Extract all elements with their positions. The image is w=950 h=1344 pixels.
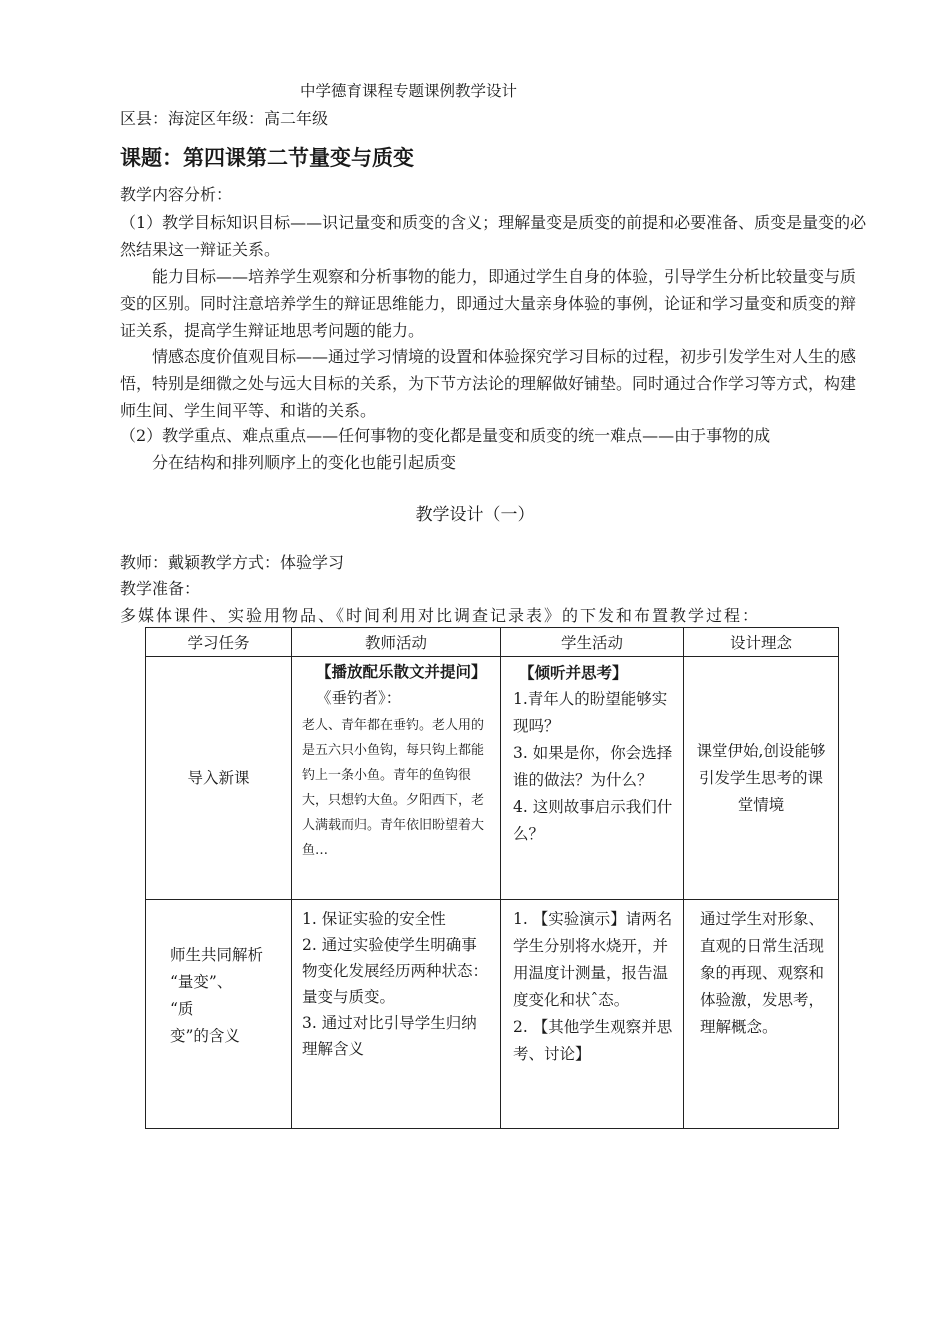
poem-title: 《垂钓者》：	[316, 689, 402, 707]
lesson-title: 课题：第四课第二节量变与质变	[120, 146, 414, 170]
teacher-activity-cell	[292, 900, 501, 1129]
task-text: 师生共同解析	[170, 946, 264, 964]
header-student-activity: 学生活动	[501, 628, 684, 657]
teacher-activity-cell	[292, 657, 501, 900]
analysis-heading: 教学内容分析：	[120, 185, 233, 204]
design-idea-cell: 通过学生对形象、直观的日常生活现象的再现、观察和体验激，发思考，理解概念。	[684, 900, 839, 1129]
story-text: 老人、青年都在垂钓。老人用的是五六只小鱼钩，每只钩上都能钓上一条小鱼。青年的鱼钩很大，只想钓大鱼。夕阳西下，老人满载而归。青年依旧盼望着大鱼…	[302, 718, 485, 858]
teacher-activity-title: 【播放配乐散文并提问】	[316, 662, 487, 681]
goal-emotion: 情感态度价值观目标——通过学习情境的设置和体验探究学习目标的过程，初步引发学生对人生的感悟，特别是细微之处与远大目标的关系，为下节方法论的理解做好铺垫。同时通过合作学习等方式，构建师生间、学生间平等、和谐的关系。	[120, 347, 857, 420]
student-item: 1. 【实验演示】请两名学生分别将水烧开，并用温度计测量，报告温度变化和状ˆ态。	[513, 910, 673, 1009]
section-title: 教学设计（一）	[415, 505, 535, 525]
document-header-title: 中学德育课程专题课例教学设计	[300, 82, 518, 100]
student-item: 2. 【其他学生观察并思考、讨论】	[513, 1018, 673, 1063]
header-design-idea: 设计理念	[684, 628, 839, 657]
key-points-line-1: （2）教学重点、难点重点——任何事物的变化都是量变和质变的统一难点——由于事物的成	[120, 426, 771, 445]
student-activity-cell	[501, 657, 684, 900]
table-row	[146, 900, 839, 1129]
task-cell	[146, 900, 292, 1129]
student-activity-cell	[501, 900, 684, 1129]
task-cell: 导入新课	[146, 657, 292, 900]
table-header-row	[146, 628, 839, 657]
student-question: 3. 如果是你，你会选择谁的做法？为什么？	[513, 744, 673, 789]
lesson-plan-table	[145, 627, 839, 1129]
task-text: “质	[170, 1000, 194, 1018]
goal-knowledge: （1）教学目标知识目标——识记量变和质变的含义；理解量变是质变的前提和必要准备、质变是量变的必然结果这一辩证关系。	[120, 213, 867, 259]
prep-line: 多媒体课件、实验用物品、《时间利用对比调查记录表》的下发和布置教学过程：	[120, 606, 761, 625]
student-question: 1.青年人的盼望能够实现吗？	[513, 690, 668, 735]
header-task: 学习任务	[146, 628, 292, 657]
design-idea-cell: 课堂伊始,创设能够引发学生思考的课堂情境	[684, 657, 839, 900]
table-row	[146, 657, 839, 900]
goal-ability: 能力目标——培养学生观察和分析事物的能力，即通过学生自身的体验，引导学生分析比较量变与质变的区别。同时注意培养学生的辩证思维能力，即通过大量亲身体验的事例，论证和学习量变和质变的辩证关系，提高学生辩证地思考问题的能力。	[120, 267, 857, 340]
student-question: 4. 这则故事启示我们什么？	[513, 798, 673, 843]
teacher-item: 3. 通过对比引导学生归纳理解含义	[302, 1014, 477, 1058]
task-text: “量变”、	[170, 973, 233, 991]
teacher-item: 2. 通过实验使学生明确事物变化发展经历两种状态：量变与质变。	[302, 936, 489, 1006]
teacher-item: 1. 保证实验的安全性	[302, 910, 446, 928]
district-grade-line: 区县：海淀区年级：高二年级	[120, 109, 329, 128]
student-activity-title: 【倾听并思考】	[519, 663, 628, 682]
key-points-line-2: 分在结构和排列顺序上的变化也能引起质变	[152, 453, 457, 472]
header-teacher-activity: 教师活动	[292, 628, 501, 657]
prep-heading: 教学准备：	[120, 579, 201, 598]
teacher-line: 教师：戴颖教学方式：体验学习	[120, 553, 345, 572]
task-text: 变”的含义	[170, 1027, 240, 1045]
